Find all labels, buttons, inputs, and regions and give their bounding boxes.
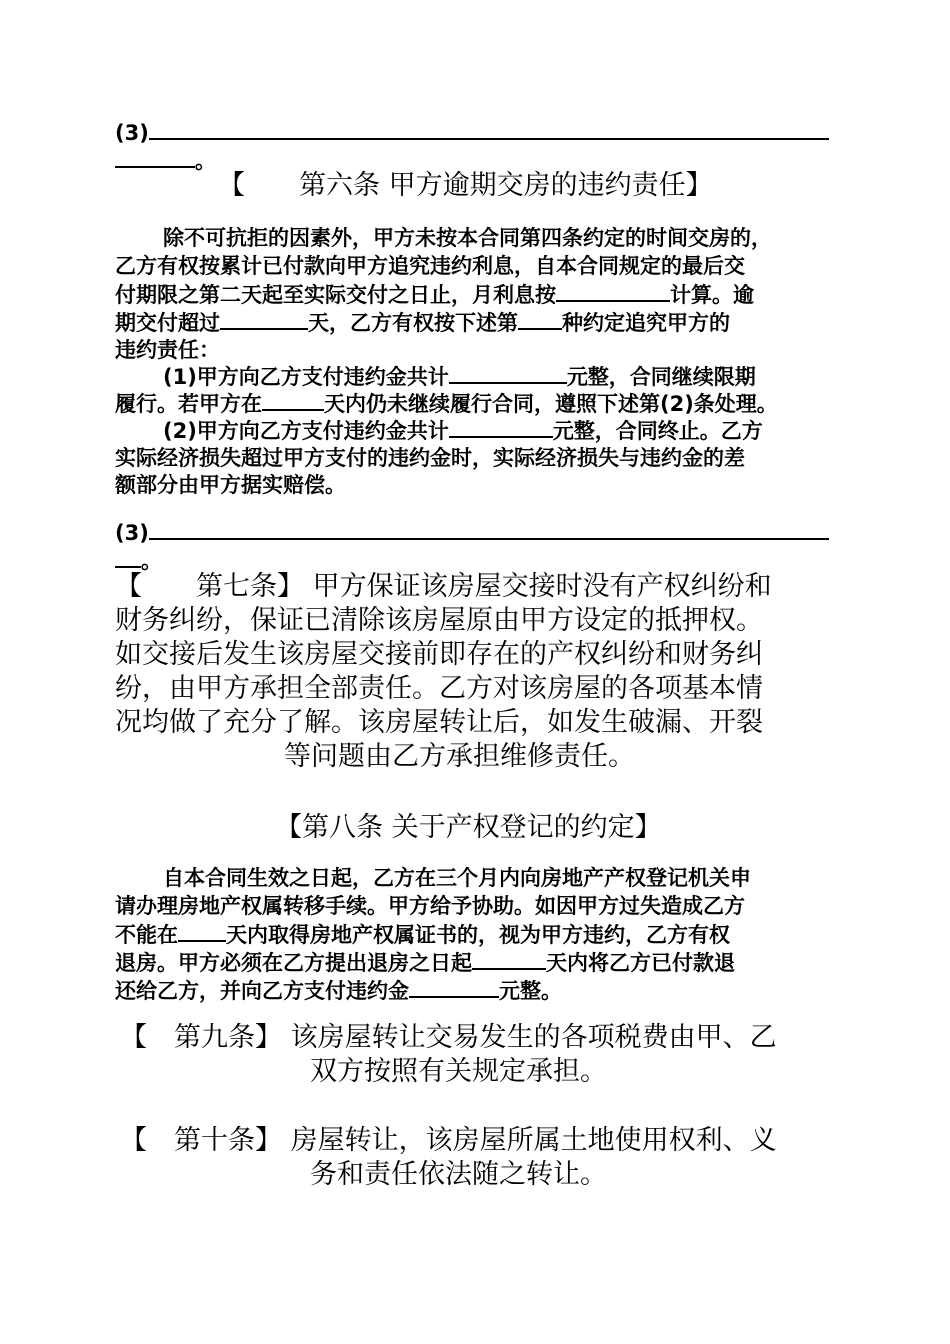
article7-line1: 【 第七条】 甲方保证该房屋交接时没有产权纠纷和 bbox=[115, 571, 772, 602]
text: 天内将乙方已付款退 bbox=[546, 951, 735, 975]
text: 还给乙方，并向乙方支付违约金 bbox=[115, 979, 409, 1003]
text: 不能在 bbox=[115, 923, 178, 947]
article7-line4: 纷，由甲方承担全部责任。乙方对该房屋的各项基本情 bbox=[115, 673, 763, 704]
text: 天，乙方有权按下述第 bbox=[308, 311, 518, 335]
article8-line5 bbox=[115, 978, 562, 1003]
article6-heading: 【 第六条 甲方逾期交房的违约责任】 bbox=[218, 170, 713, 201]
period: 。 bbox=[195, 149, 216, 173]
article8-line2: 请办理房地产权属转移手续。甲方给予协助。如因甲方过失造成乙方 bbox=[115, 894, 745, 918]
text: 履行。若甲方在 bbox=[115, 392, 262, 416]
blank-field bbox=[178, 922, 226, 942]
article10-line1: 【 第十条】 房屋转让，该房屋所属土地使用权利、义 bbox=[120, 1125, 777, 1156]
article6-p1-line1: 除不可抗拒的因素外，甲方未按本合同第四条约定的时间交房的， bbox=[163, 226, 772, 250]
article7-line5: 况均做了充分了解。该房屋转让后，如发生破漏、开裂 bbox=[115, 707, 763, 738]
text: 元整，合同继续限期 bbox=[566, 365, 756, 389]
article6-item2-line2: 实际经济损失超过甲方支付的违约金时，实际经济损失与违约金的差 bbox=[115, 446, 745, 470]
article7-line6: 等问题由乙方承担维修责任。 bbox=[284, 741, 635, 772]
article6-item3-line bbox=[115, 520, 829, 545]
article8-heading: 【第八条 关于产权登记的约定】 bbox=[275, 812, 662, 843]
article8-line4 bbox=[115, 950, 735, 975]
prev-item-3-line bbox=[115, 120, 829, 145]
text: 期交付超过 bbox=[115, 311, 220, 335]
text: 元整，合同终止。乙方 bbox=[552, 419, 763, 443]
blank-field bbox=[149, 520, 829, 540]
text: 元整。 bbox=[499, 979, 562, 1003]
article6-item2-line1 bbox=[163, 418, 763, 443]
blank-field bbox=[149, 120, 829, 140]
article6-item3-cont bbox=[115, 548, 162, 573]
prev-item-3-cont bbox=[115, 148, 216, 173]
article7-line2: 财务纠纷，保证已清除该房屋原由甲方设定的抵押权。 bbox=[115, 605, 763, 636]
article6-p1-line4 bbox=[115, 310, 730, 335]
blank-field bbox=[262, 391, 324, 411]
blank-field bbox=[409, 978, 499, 998]
text: 退房。甲方必须在乙方提出退房之日起 bbox=[115, 951, 472, 975]
article6-item1-line1 bbox=[163, 364, 756, 389]
article9-line2: 双方按照有关规定承担。 bbox=[310, 1056, 607, 1087]
blank-field bbox=[518, 310, 562, 330]
article7-line3: 如交接后发生该房屋交接前即存在的产权纠纷和财务纠 bbox=[115, 639, 763, 670]
blank-field bbox=[556, 282, 670, 302]
article10-line2: 务和责任依法随之转让。 bbox=[310, 1159, 607, 1190]
text: 天内取得房地产权属证书的，视为甲方违约，乙方有权 bbox=[226, 923, 730, 947]
blank-field bbox=[449, 418, 553, 438]
text: 天内仍未继续履行合同，遵照下述第(2)条处理。 bbox=[324, 392, 778, 416]
blank-field bbox=[449, 364, 567, 384]
period: 。 bbox=[141, 549, 162, 573]
article8-line1: 自本合同生效之日起，乙方在三个月内向房地产产权登记机关申 bbox=[163, 866, 751, 890]
blank-field bbox=[115, 548, 141, 568]
text: (2)甲方向乙方支付违约金共计 bbox=[163, 419, 449, 443]
article6-p1-line5: 违约责任： bbox=[115, 338, 220, 362]
blank-field bbox=[115, 148, 195, 168]
blank-field bbox=[472, 950, 546, 970]
article6-item1-line2 bbox=[115, 391, 778, 416]
text: 计算。逾 bbox=[670, 283, 754, 307]
article6-item2-line3: 额部分由甲方据实赔偿。 bbox=[115, 473, 346, 497]
text: 种约定追究甲方的 bbox=[562, 311, 730, 335]
item-label: (3) bbox=[115, 121, 149, 145]
article6-p1-line3 bbox=[115, 282, 754, 307]
article9-line1: 【 第九条】 该房屋转让交易发生的各项税费由甲、乙 bbox=[120, 1022, 777, 1053]
blank-field bbox=[220, 310, 308, 330]
item-label: (3) bbox=[115, 521, 149, 545]
article8-line3 bbox=[115, 922, 730, 947]
text: (1)甲方向乙方支付违约金共计 bbox=[163, 365, 449, 389]
text: 付期限之第二天起至实际交付之日止，月利息按 bbox=[115, 283, 556, 307]
article6-p1-line2: 乙方有权按累计已付款向甲方追究违约利息，自本合同规定的最后交 bbox=[115, 254, 745, 278]
